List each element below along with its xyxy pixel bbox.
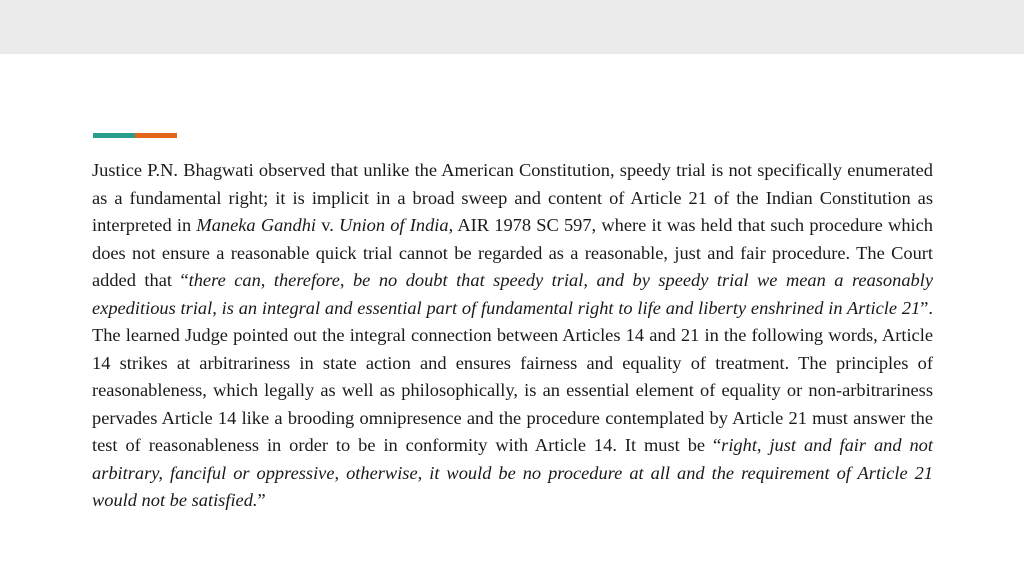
case-name-party-1: Maneka Gandhi [196, 215, 317, 235]
case-name-party-2: Union of India [339, 215, 449, 235]
accent-divider-teal [93, 133, 135, 138]
quotation-2: right, just and fair and not arbitrary, fanciful or oppressive, otherwise, it would be no procedure at all and the requirement of Article 21 would not be satisfied. [92, 435, 933, 510]
versus-text: v. [316, 215, 340, 235]
paragraph-text-2: , AIR 1978 SC 597, where it was held that such procedure which does not ensure a reasonable quick trial cannot be regarded as a reasonable, just and fair procedure. The Court added that “ [92, 215, 934, 290]
top-header-band [0, 0, 1024, 54]
paragraph-text-4: ” [257, 490, 266, 510]
paragraph-text-1: Justice P.N. Bhagwati observed that unlike the American Constitution, speedy trial is not specifically enumerated as a fundamental right; it is implicit in a broad sweep and content of Article 21 of the Indian Constitution as interpreted in [92, 160, 933, 235]
quotation-1: there can, therefore, be no doubt that speedy trial, and by speedy trial we mean a reasonably expeditious trial, is an integral and essential part of fundamental right to life and liberty enshrined in Article 21 [92, 270, 933, 318]
accent-divider [93, 133, 177, 138]
body-paragraph [92, 157, 933, 515]
paragraph-text-3: ”. The learned Judge pointed out the integral connection between Articles 14 and 21 in the following words, Article 14 strikes at arbitrariness in state action and ensures fairness and equality of treatment. The principles of reasonableness, which legally as well as philosophically, is an essential element of equality or non-arbitrariness pervades Article 14 like a brooding omnipresence and the procedure contemplated by Article 21 must answer the test of reasonableness in order to be in conformity with Article 14. It must be “ [92, 297, 933, 455]
accent-divider-orange [135, 133, 177, 138]
